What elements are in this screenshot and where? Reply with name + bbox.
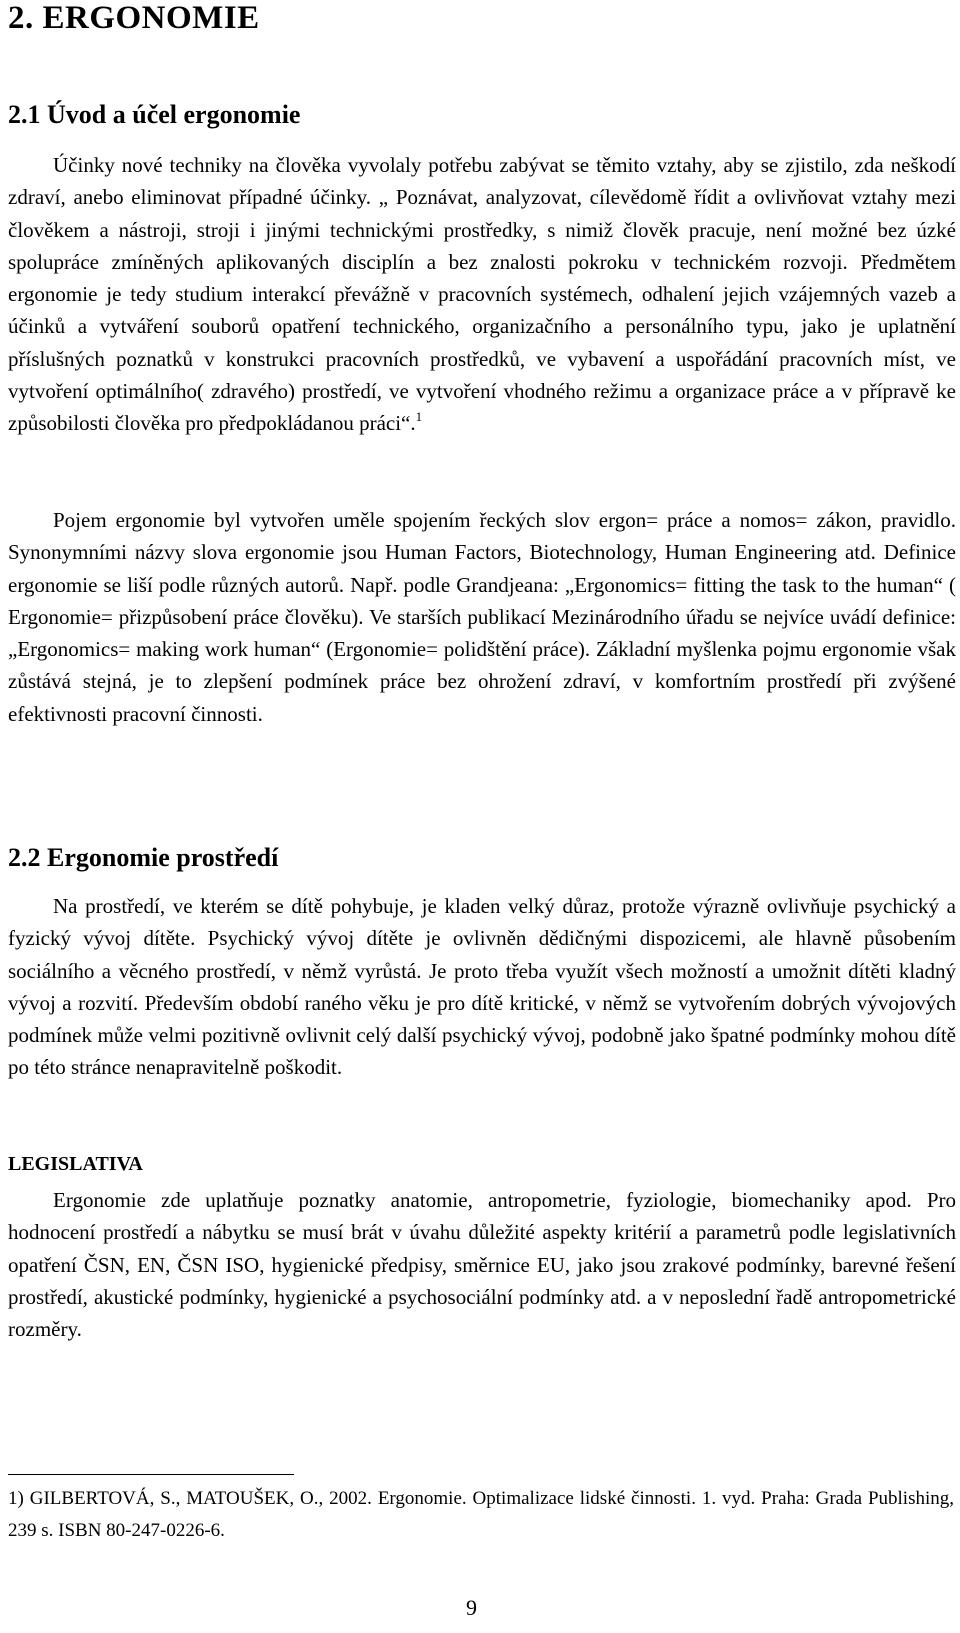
footnote-reference: 1 xyxy=(415,409,423,425)
chapter-title: 2. ERGONOMIE xyxy=(8,0,260,36)
paragraph-legislation: Ergonomie zde uplatňuje poznatky anatomie, antropometrie, fyziologie, biomechaniky apod. Pro hodnocení prostředí a nábytku se musí brát v úvahu důležité aspekty kritérií a parametrů podle legislativních opatření ČSN, EN, ČSN ISO, hygienické předpisy, směrnice EU, jako jsou zrakové podmínky, barevné řešení prostředí, akustické podmínky, hygienické a psychosociální podmínky atd. a v neposlední řadě antropometrické rozměry. xyxy=(8,1188,956,1342)
page-number: 9 xyxy=(466,1595,477,1620)
paragraph-intro-2: Pojem ergonomie byl vytvořen uměle spojením řeckých slov ergon= práce a nomos= zákon, pravidlo. Synonymními názvy slova ergonomie jsou Human Factors, Biotechnology, Human Engineering atd. Definice ergonomie se liší podle různých autorů. Např. podle Grandjeana: „Ergonomics= fitting the task to the human“ ( Ergonomie= přizpůsobení práce člověku). Ve starších publikací Mezinárodního úřadu se nejvíce uvádí definice: „Ergonomics= making work human“ (Ergonomie= polidštění práce). Základní myšlenka pojmu ergonomie však zůstává stejná, je to zlepšení podmínek práce bez ohrožení zdraví, v komfortním prostředí při zvýšené efektivnosti pracovní činnosti. xyxy=(8,508,956,726)
paragraph-intro-1 xyxy=(8,149,956,440)
paragraph-environment: Na prostředí, ve kterém se dítě pohybuje, je kladen velký důraz, protože výrazně ovlivňuje psychický a fyzický vývoj dítěte. Psychický vývoj dítěte je ovlivněn dědičnými dispozicemi, ale hlavně působením sociálního a věcného prostředí, v němž vyrůstá. Je proto třeba využít všech možností a umožnit dítěti kladný vývoj a rozvití. Především období raného věku je pro dítě kritické, v němž se vytvořením dobrých vývojových podmínek může velmi pozitivně ovlivnit celý další psychický vývoj, podobně jako špatné podmínky mohou dítě po této stránce nenapravitelně poškodit. xyxy=(8,894,956,1080)
section-heading-environment: 2.2 Ergonomie prostředí xyxy=(8,843,279,872)
footnote-text: 1) GILBERTOVÁ, S., MATOUŠEK, O., 2002. Ergonomie. Optimalizace lidské činnosti. 1. vyd. Praha: Grada Publishing, 239 s. ISBN 80-247-0226-6. xyxy=(8,1488,954,1541)
section-heading-legislation: LEGISLATIVA xyxy=(8,1153,143,1175)
footnote-divider xyxy=(8,1474,294,1475)
paragraph-intro-1-text: Účinky nové techniky na člověka vyvolaly potřebu zabývat se těmito vztahy, aby se zjistilo, zda neškodí zdraví, anebo eliminovat případné účinky. „ Poznávat, analyzovat, cílevědomě řídit a ovlivňovat vztahy mezi člověkem a nástroji, stroji i jinými technickými prostředky, s nimiž člověk pracuje, není možné bez úzké spolupráce zmíněných aplikovaných disciplín a bez znalosti pokroku v technickém rozvoji. Předmětem ergonomie je tedy studium interakcí převážně v pracovních systémech, odhalení jejich vzájemných vazeb a účinků a vytváření souborů opatření technického, organizačního a personálního typu, jako je uplatnění příslušných poznatků v konstrukci pracovních prostředků, ve vybavení a uspořádání pracovních míst, ve vytvoření optimálního( zdravého) prostředí, ve vytvoření vhodného režimu a organizace práce a v přípravě ke způsobilosti člověka pro předpokládanou práci“. xyxy=(8,153,956,436)
section-heading-intro: 2.1 Úvod a účel ergonomie xyxy=(8,100,301,129)
